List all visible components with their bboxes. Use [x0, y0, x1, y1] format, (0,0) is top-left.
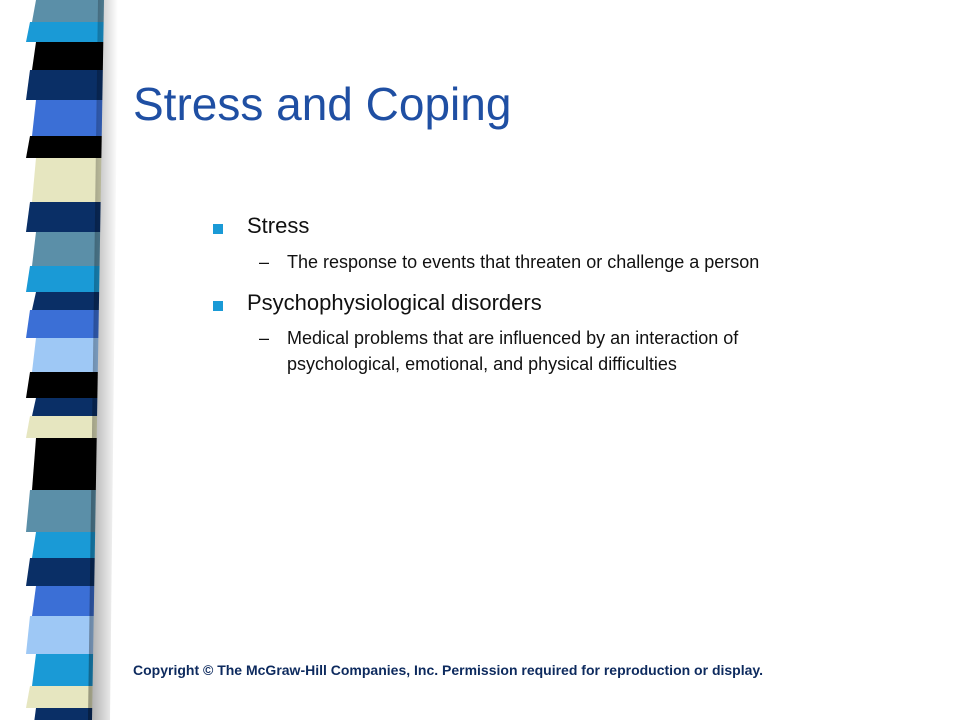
bullet-item-psychophysiological	[213, 289, 833, 318]
strip-block	[32, 708, 92, 720]
strip-block	[26, 136, 102, 158]
sub-item	[213, 325, 833, 377]
strip-block	[32, 438, 97, 490]
strip-block	[32, 100, 102, 136]
strip-block	[32, 232, 100, 266]
dash-marker: –	[259, 328, 270, 349]
strip-block	[32, 398, 97, 416]
copyright-footer: Copyright © The McGraw-Hill Companies, Inc. Permission required for reproduction or display.	[133, 662, 764, 678]
bullet-item-stress	[213, 212, 833, 241]
sub-item-text: Medical problems that are influenced by an interaction of psychological, emotional, and physical difficulties	[287, 328, 739, 375]
strip-block	[26, 202, 101, 232]
bullet-label: Psychophysiological disorders	[247, 289, 542, 315]
strip-block	[32, 654, 93, 686]
strip-block	[32, 338, 98, 372]
square-bullet-icon	[213, 301, 223, 311]
strip-block	[32, 42, 103, 70]
slide-content	[213, 212, 833, 391]
sub-item-text: The response to events that threaten or challenge a person	[287, 251, 760, 272]
strip-block	[32, 158, 101, 202]
strip-block	[26, 490, 96, 532]
decorative-strip	[0, 0, 140, 720]
strip-block	[26, 310, 99, 338]
strip-block	[26, 686, 93, 708]
strip-block	[26, 372, 98, 398]
strip-block	[26, 22, 104, 42]
sub-item	[213, 249, 833, 275]
strip-block	[26, 558, 95, 586]
bullet-label: Stress	[247, 213, 310, 238]
strip-block	[32, 292, 99, 310]
strip-block	[32, 0, 104, 22]
square-bullet-icon	[213, 224, 223, 234]
slide-title: Stress and Coping	[133, 78, 512, 130]
strip-block	[26, 416, 97, 438]
strip-block	[32, 586, 94, 616]
strip-block	[26, 616, 94, 654]
strip-block	[26, 266, 100, 292]
dash-marker: –	[259, 251, 270, 272]
strip-block	[26, 70, 103, 100]
strip-block	[32, 532, 95, 558]
